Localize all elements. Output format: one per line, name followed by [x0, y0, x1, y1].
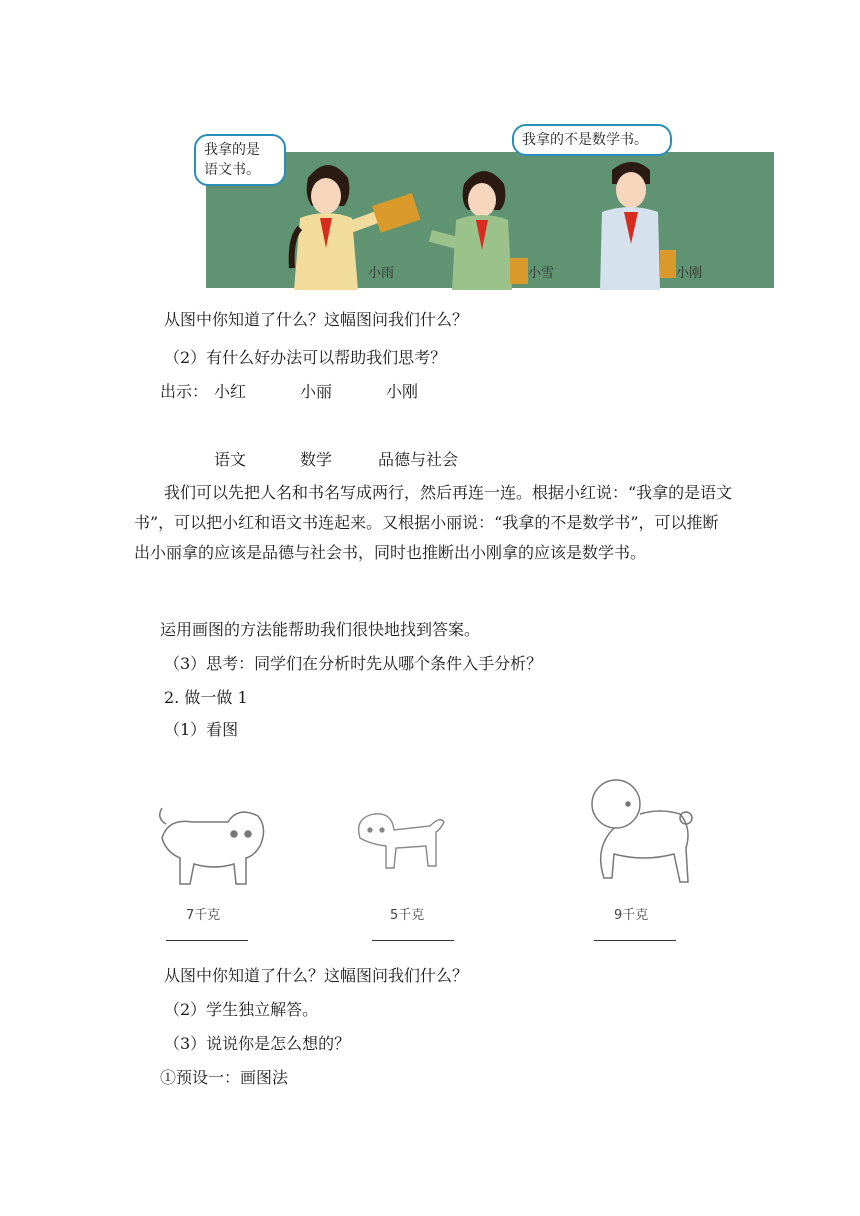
step-2-text: （2）学生独立解答。: [164, 1000, 319, 1019]
name-label-xiaoyu: 小雨: [368, 266, 395, 281]
show-label: 出示：: [160, 382, 209, 401]
person-name-1: 小红: [214, 382, 247, 401]
answer-blank-3[interactable]: [594, 939, 676, 941]
book-name-1: 语文: [214, 450, 247, 469]
bubble-line-1: 我拿的是: [204, 142, 260, 158]
children-illustration: [160, 118, 774, 290]
book-name-3: 品德与社会: [378, 450, 459, 469]
name-label-xiaoxue: 小雪: [528, 266, 555, 281]
pug-dog-icon: [160, 808, 264, 884]
weight-label-1: 7千克: [186, 908, 221, 923]
question-3: （3）思考：同学们在分析时先从哪个条件入手分析？: [164, 654, 543, 673]
book-name-2: 数学: [300, 450, 333, 469]
question-intro-1: 从图中你知道了什么？这幅图问我们什么？: [164, 310, 469, 329]
weight-label-2: 5千克: [390, 908, 425, 923]
weight-label-3: 9千克: [614, 908, 649, 923]
conclusion-text: 运用画图的方法能帮助我们很快地找到答案。: [160, 620, 481, 639]
bubble-text: 我拿的不是数学书。: [522, 132, 648, 148]
answer-blank-2[interactable]: [372, 939, 454, 941]
person-name-3: 小刚: [386, 382, 419, 401]
poodle-dog-icon: [592, 780, 692, 882]
name-label-xiaogang: 小刚: [676, 266, 703, 281]
section-2-title: 2. 做一做 1: [164, 688, 248, 707]
preset-1-text: ①预设一：画图法: [160, 1068, 289, 1087]
dogs-illustration: [140, 778, 700, 948]
dogs-drawing: [140, 778, 700, 908]
speech-bubble-xiaoyu: [194, 134, 286, 186]
small-fluffy-dog-icon: [359, 814, 444, 868]
look-at-picture: （1）看图: [164, 720, 239, 739]
question-2: （2）有什么好办法可以帮助我们思考？: [164, 348, 447, 367]
speech-bubble-xiaoxue: [512, 124, 672, 156]
bubble-line-2: 语文书。: [204, 162, 260, 178]
person-name-2: 小丽: [300, 382, 333, 401]
question-intro-2: 从图中你知道了什么？这幅图问我们什么？: [164, 966, 469, 985]
explanation-paragraph: 我们可以先把人名和书名写成两行，然后再连一连。根据小红说：“我拿的是语文书”，可以把小红和语文书连起来。又根据小丽说：“我拿的不是数学书”，可以推断出小丽拿的应该是品德与社会书，同时也推断出小刚拿的应该是数学书。: [134, 483, 733, 562]
answer-blank-1[interactable]: [166, 939, 248, 941]
step-3-text: （3）说说你是怎么想的？: [164, 1034, 351, 1053]
